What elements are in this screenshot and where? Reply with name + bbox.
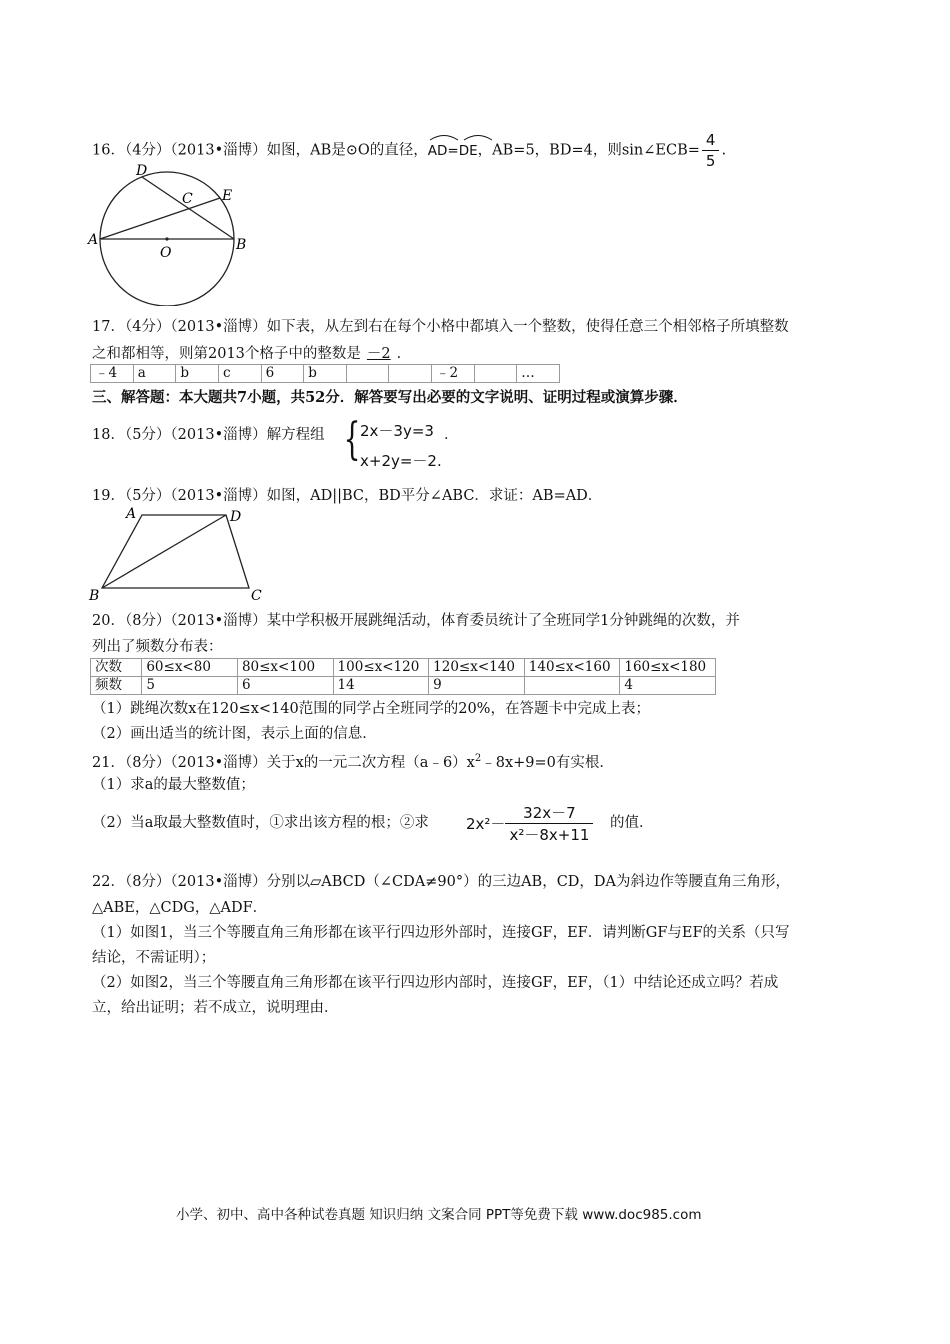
label-d: D bbox=[136, 163, 148, 179]
grid-cell: 6 bbox=[261, 365, 304, 383]
table-cell: 80≤x<100 bbox=[237, 659, 333, 677]
section-3-heading: 三、解答题：本大题共7小题，共52分．解答要写出必要的文字说明、证明过程或演算步骤． bbox=[92, 389, 688, 406]
frequency-table bbox=[90, 658, 716, 695]
q22-line1: 22．（8分）（2013•淄博）分别以▱ABCD（∠CDA≠90°）的三边AB，CD，DA为斜边作等腰直角三角形， bbox=[92, 874, 791, 890]
q17-line2-end: ． bbox=[396, 346, 412, 362]
q16-mid: ，AB=5，BD=4，则sin∠ECB= bbox=[477, 142, 700, 159]
equation-2: x+2y=－2. bbox=[360, 452, 442, 470]
q18-end: ． bbox=[444, 427, 459, 443]
label-b: B bbox=[89, 588, 100, 604]
label-c: C bbox=[182, 191, 193, 207]
label-o: O bbox=[160, 245, 172, 261]
table-cell: 次数 bbox=[91, 659, 142, 677]
q17-line2-start: 之和都相等，则第2013个格子中的整数是 bbox=[92, 346, 361, 362]
table-cell: 60≤x<80 bbox=[142, 659, 238, 677]
grid-row bbox=[91, 365, 560, 383]
q22-line2: △ABE，△CDG，△ADF． bbox=[92, 900, 268, 916]
q17-line2 bbox=[92, 344, 411, 364]
table-cell: 6 bbox=[237, 677, 333, 695]
q17-line1: 17．（4分）（2013•淄博）如下表，从左到右在每个小格中都填入一个整数，使得任意三个相邻格子所填整数 bbox=[92, 319, 789, 335]
grid-cell bbox=[346, 365, 389, 383]
q17-number-grid bbox=[90, 364, 560, 383]
q21-sub1: （1）求a的最大整数值； bbox=[92, 777, 255, 793]
grid-cell: ﹣4 bbox=[91, 365, 134, 383]
table-header-row bbox=[91, 659, 716, 677]
q20-sub1: （1）跳绳次数x在120≤x<140范围的同学占全班同学的20%，在答题卡中完成上表； bbox=[92, 701, 650, 717]
q19-text: 19．（5分）（2013•淄博）如图，AD||BC，BD平分∠ABC．求证：AB=AD． bbox=[92, 488, 603, 504]
arc-marks bbox=[428, 133, 494, 141]
q17-answer: －2 bbox=[366, 346, 391, 362]
q21-exponent: 2 bbox=[474, 753, 482, 764]
label-c: C bbox=[251, 588, 262, 604]
table-cell: 频数 bbox=[91, 677, 142, 695]
label-e: E bbox=[222, 188, 233, 204]
q16-prefix: 16．（4分）（2013•淄博）如图，AB是⊙O的直径， bbox=[92, 142, 428, 159]
expr-lead: 2x²－ bbox=[466, 815, 506, 833]
q16-answer-fraction bbox=[702, 130, 720, 171]
page-footer: 小学、初中、高中各种试卷真题 知识归纳 文案合同 PPT等免费下载 www.doc985.com bbox=[176, 1207, 702, 1223]
grid-cell: b bbox=[176, 365, 219, 383]
table-cell: 140≤x<160 bbox=[524, 659, 620, 677]
q21-line1-end: ﹣8x+9=0有实根． bbox=[481, 754, 614, 771]
q20-line1: 20．（8分）（2013•淄博）某中学积极开展跳绳活动，体育委员统计了全班同学1分钟跳绳的次数，并 bbox=[92, 613, 740, 629]
q20-sub2: （2）画出适当的统计图，表示上面的信息． bbox=[92, 726, 377, 742]
arc-equality bbox=[428, 137, 478, 161]
table-row bbox=[91, 677, 716, 695]
table-cell: 160≤x<180 bbox=[620, 659, 716, 677]
table-cell: 9 bbox=[429, 677, 525, 695]
grid-cell bbox=[389, 365, 432, 383]
q16-circle-figure bbox=[86, 160, 266, 306]
label-a: A bbox=[88, 232, 99, 248]
arc-equality-text: AD=DE bbox=[427, 142, 478, 159]
q21-line1-start: 21．（8分）（2013•淄博）关于x的一元二次方程（a﹣6）x bbox=[92, 754, 475, 771]
q22-sub2-line1: （2）如图2，当三个等腰直角三角形都在该平行四边形内部时，连接GF，EF，（1）中结论还成立吗？若成 bbox=[92, 975, 779, 991]
grid-cell: ﹣2 bbox=[431, 365, 474, 383]
q16-answer-denominator: 5 bbox=[705, 152, 716, 170]
q18-text: 18．（5分）（2013•淄博）解方程组 bbox=[92, 427, 325, 443]
grid-cell bbox=[474, 365, 517, 383]
q20-line2: 列出了频数分布表： bbox=[92, 639, 223, 655]
q21-line1 bbox=[92, 749, 614, 773]
q21-sub2-start: （2）当a取最大整数值时，①求出该方程的根；②求 bbox=[92, 815, 429, 831]
equation-1: 2x－3y=3 bbox=[360, 422, 434, 440]
grid-cell: a bbox=[133, 365, 176, 383]
table-cell: 120≤x<140 bbox=[429, 659, 525, 677]
grid-cell: c bbox=[219, 365, 262, 383]
center-point bbox=[165, 237, 168, 240]
expr-fraction bbox=[505, 802, 593, 845]
table-cell: 100≤x<120 bbox=[333, 659, 429, 677]
label-d: D bbox=[230, 509, 242, 525]
q22-sub1-line1: （1）如图1，当三个等腰直角三角形都在该平行四边形外部时，连接GF，EF．请判断GF与EF的关系（只写 bbox=[92, 925, 790, 941]
table-cell bbox=[524, 677, 620, 695]
table-cell: 5 bbox=[142, 677, 238, 695]
q16-answer-numerator: 4 bbox=[702, 130, 720, 151]
label-a: A bbox=[126, 506, 137, 522]
label-b: B bbox=[236, 237, 247, 253]
equation-brace: { bbox=[343, 414, 361, 465]
chord-ae bbox=[100, 198, 220, 239]
q19-trapezoid-figure bbox=[86, 503, 276, 605]
expr-denominator: x²－8x+11 bbox=[509, 826, 590, 844]
table-cell: 14 bbox=[333, 677, 429, 695]
table-cell: 4 bbox=[620, 677, 716, 695]
diagonal-bd bbox=[102, 515, 226, 588]
expr-numerator: 32x－7 bbox=[505, 802, 593, 824]
grid-cell: … bbox=[517, 365, 560, 383]
grid-cell: b bbox=[304, 365, 347, 383]
trapezoid-abcd bbox=[102, 515, 249, 588]
q21-sub2-end: 的值． bbox=[610, 815, 654, 831]
q16-end: . bbox=[721, 142, 727, 159]
q22-sub1-line2: 结论，不需证明）； bbox=[92, 950, 216, 966]
q21-expression bbox=[466, 802, 593, 845]
q22-sub2-line2: 立，给出证明；若不成立，说明理由． bbox=[92, 1000, 339, 1016]
chord-db bbox=[142, 177, 234, 239]
